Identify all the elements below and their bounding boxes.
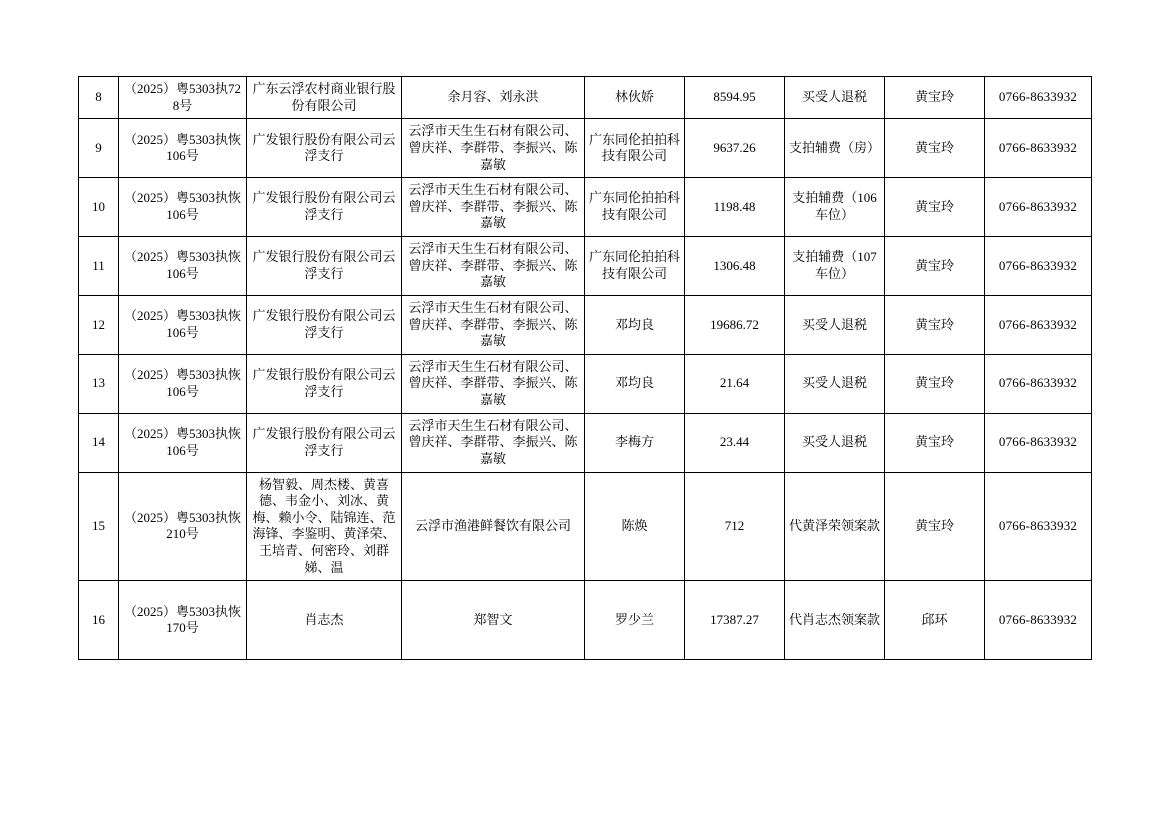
cell-respondent: 云浮市渔港鲜餐饮有限公司 xyxy=(402,472,585,581)
cell-phone: 0766-8633932 xyxy=(985,413,1092,472)
cell-applicant: 广发银行股份有限公司云浮支行 xyxy=(247,354,402,413)
cell-handler: 黄宝玲 xyxy=(885,119,985,178)
cell-respondent: 云浮市天生生石材有限公司、曾庆祥、李群带、李振兴、陈嘉敏 xyxy=(402,413,585,472)
cell-nature: 买受人退税 xyxy=(785,354,885,413)
cell-nature: 买受人退税 xyxy=(785,77,885,119)
cell-index: 15 xyxy=(79,472,119,581)
cell-nature: 支拍辅费（107车位） xyxy=(785,237,885,296)
cell-applicant: 肖志杰 xyxy=(247,581,402,660)
table-row xyxy=(79,178,1092,237)
cell-applicant: 广发银行股份有限公司云浮支行 xyxy=(247,178,402,237)
table-row xyxy=(79,77,1092,119)
cell-nature: 代黄泽荣领案款 xyxy=(785,472,885,581)
cell-index: 13 xyxy=(79,354,119,413)
cell-payee: 邓均良 xyxy=(585,295,685,354)
cell-case-no: （2025）粤5303执恢106号 xyxy=(119,295,247,354)
table-row xyxy=(79,413,1092,472)
cell-phone: 0766-8633932 xyxy=(985,581,1092,660)
cell-amount: 8594.95 xyxy=(685,77,785,119)
cell-index: 14 xyxy=(79,413,119,472)
cell-amount: 9637.26 xyxy=(685,119,785,178)
table-row xyxy=(79,119,1092,178)
cell-index: 9 xyxy=(79,119,119,178)
cell-index: 10 xyxy=(79,178,119,237)
cell-respondent: 云浮市天生生石材有限公司、曾庆祥、李群带、李振兴、陈嘉敏 xyxy=(402,295,585,354)
cell-respondent: 云浮市天生生石材有限公司、曾庆祥、李群带、李振兴、陈嘉敏 xyxy=(402,178,585,237)
cell-phone: 0766-8633932 xyxy=(985,472,1092,581)
cell-case-no: （2025）粤5303执恢106号 xyxy=(119,237,247,296)
cell-handler: 黄宝玲 xyxy=(885,295,985,354)
cell-case-no: （2025）粤5303执恢170号 xyxy=(119,581,247,660)
cell-applicant: 杨智毅、周杰楼、黄喜德、韦金小、刘冰、黄梅、赖小令、陆锦连、范海锋、李鉴明、黄泽荣、王培青、何密玲、刘群娣、温 xyxy=(247,472,402,581)
table-row xyxy=(79,295,1092,354)
cell-applicant: 广发银行股份有限公司云浮支行 xyxy=(247,295,402,354)
cell-handler: 邱环 xyxy=(885,581,985,660)
cell-phone: 0766-8633932 xyxy=(985,237,1092,296)
cell-phone: 0766-8633932 xyxy=(985,119,1092,178)
cell-index: 16 xyxy=(79,581,119,660)
cell-amount: 21.64 xyxy=(685,354,785,413)
cell-handler: 黄宝玲 xyxy=(885,77,985,119)
cell-phone: 0766-8633932 xyxy=(985,77,1092,119)
cell-applicant: 广发银行股份有限公司云浮支行 xyxy=(247,237,402,296)
cell-respondent: 云浮市天生生石材有限公司、曾庆祥、李群带、李振兴、陈嘉敏 xyxy=(402,119,585,178)
cell-payee: 广东同伦拍拍科技有限公司 xyxy=(585,119,685,178)
cell-handler: 黄宝玲 xyxy=(885,237,985,296)
cell-case-no: （2025）粤5303执恢106号 xyxy=(119,119,247,178)
cell-case-no: （2025）粤5303执恢106号 xyxy=(119,178,247,237)
table-body xyxy=(79,77,1092,660)
cell-nature: 买受人退税 xyxy=(785,413,885,472)
cell-phone: 0766-8633932 xyxy=(985,178,1092,237)
cell-case-no: （2025）粤5303执728号 xyxy=(119,77,247,119)
cell-applicant: 广东云浮农村商业银行股份有限公司 xyxy=(247,77,402,119)
cell-amount: 1306.48 xyxy=(685,237,785,296)
table-row xyxy=(79,237,1092,296)
cell-payee: 陈焕 xyxy=(585,472,685,581)
cell-handler: 黄宝玲 xyxy=(885,178,985,237)
cell-payee: 林伙娇 xyxy=(585,77,685,119)
cell-amount: 23.44 xyxy=(685,413,785,472)
table-row xyxy=(79,472,1092,581)
cell-payee: 广东同伦拍拍科技有限公司 xyxy=(585,237,685,296)
cell-nature: 支拍辅费（106车位） xyxy=(785,178,885,237)
cell-amount: 1198.48 xyxy=(685,178,785,237)
cell-respondent: 余月容、刘永洪 xyxy=(402,77,585,119)
cell-respondent: 郑智文 xyxy=(402,581,585,660)
cell-handler: 黄宝玲 xyxy=(885,472,985,581)
cell-amount: 712 xyxy=(685,472,785,581)
cell-handler: 黄宝玲 xyxy=(885,413,985,472)
cell-index: 12 xyxy=(79,295,119,354)
cell-applicant: 广发银行股份有限公司云浮支行 xyxy=(247,413,402,472)
table-row xyxy=(79,354,1092,413)
cell-case-no: （2025）粤5303执恢210号 xyxy=(119,472,247,581)
cell-payee: 罗少兰 xyxy=(585,581,685,660)
cell-nature: 支拍辅费（房） xyxy=(785,119,885,178)
cell-index: 11 xyxy=(79,237,119,296)
cell-payee: 李梅方 xyxy=(585,413,685,472)
cell-payee: 邓均良 xyxy=(585,354,685,413)
cell-amount: 17387.27 xyxy=(685,581,785,660)
cell-phone: 0766-8633932 xyxy=(985,354,1092,413)
table-row xyxy=(79,581,1092,660)
cell-payee: 广东同伦拍拍科技有限公司 xyxy=(585,178,685,237)
cell-applicant: 广发银行股份有限公司云浮支行 xyxy=(247,119,402,178)
cell-nature: 代肖志杰领案款 xyxy=(785,581,885,660)
cell-handler: 黄宝玲 xyxy=(885,354,985,413)
cell-nature: 买受人退税 xyxy=(785,295,885,354)
cell-respondent: 云浮市天生生石材有限公司、曾庆祥、李群带、李振兴、陈嘉敏 xyxy=(402,354,585,413)
cell-case-no: （2025）粤5303执恢106号 xyxy=(119,354,247,413)
cell-index: 8 xyxy=(79,77,119,119)
case-fund-table xyxy=(78,76,1092,660)
cell-phone: 0766-8633932 xyxy=(985,295,1092,354)
cell-respondent: 云浮市天生生石材有限公司、曾庆祥、李群带、李振兴、陈嘉敏 xyxy=(402,237,585,296)
cell-case-no: （2025）粤5303执恢106号 xyxy=(119,413,247,472)
cell-amount: 19686.72 xyxy=(685,295,785,354)
